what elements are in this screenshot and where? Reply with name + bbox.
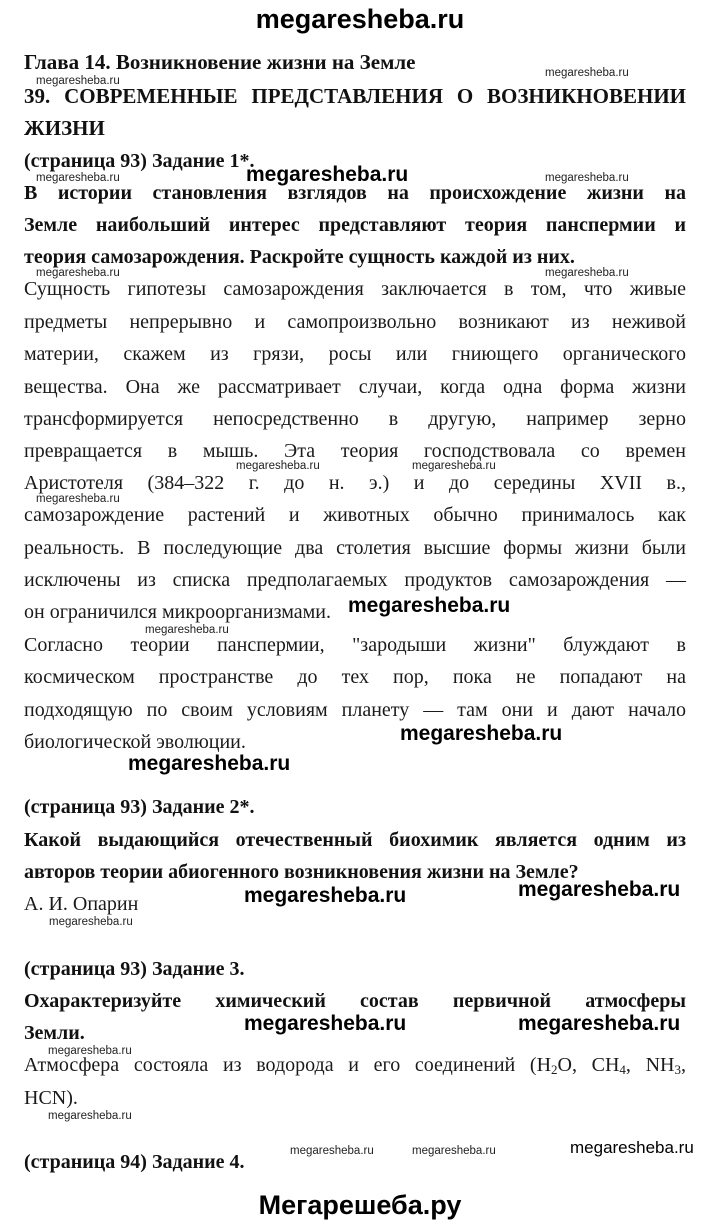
task-3-answer-text: Атмосфера состояла из водорода и его соединений (H	[24, 1054, 552, 1076]
task-1-answer-line: трансформируется непосредственно в другую, например зерно	[24, 408, 686, 430]
watermark: megaresheba.ru	[236, 460, 320, 472]
task-1-answer-line: исключены из списка предполагаемых продуктов самозарождения —	[24, 569, 686, 591]
task-3-answer-line-2: HCN).	[24, 1087, 78, 1109]
task-1-answer-line: космическом пространстве до тех пор, пока не попадают на	[24, 666, 686, 688]
watermark: megaresheba.ru	[545, 267, 629, 279]
task-3-question-line: Земли.	[24, 1022, 85, 1044]
task-1-answer-line: реальность. В последующие два столетия высшие формы жизни были	[24, 537, 686, 559]
watermark: megaresheba.ru	[49, 916, 133, 928]
task-1-answer-line: Аристотеля (384–322 г. до н. э.) и до середины XVII в.,	[24, 472, 686, 494]
task-1-answer-line: вещества. Она же рассматривает случаи, когда одна форма жизни	[24, 376, 686, 398]
watermark: megaresheba.ru	[36, 172, 120, 184]
watermark: megaresheba.ru	[412, 460, 496, 472]
task-2-question-line: авторов теории абиогенного возникновения жизни на Земле?	[24, 861, 579, 883]
task-1-question-line: теория самозарождения. Раскройте сущность каждой из них.	[24, 246, 575, 268]
task-1-answer-line: биологической эволюции.	[24, 731, 246, 753]
task-3-question-line: Охарактеризуйте химический состав первичной атмосферы	[24, 990, 686, 1012]
watermark-large: megaresheba.ru	[244, 1012, 407, 1035]
watermark: megaresheba.ru	[36, 267, 120, 279]
watermark: megaresheba.ru	[290, 1145, 374, 1157]
watermark: megaresheba.ru	[48, 1045, 132, 1057]
task-1-answer-line: он ограничился микроорганизмами.	[24, 601, 331, 623]
subscript: 2	[551, 1062, 558, 1077]
chapter-title: Глава 14. Возникновение жизни на Земле	[24, 50, 416, 74]
task-1-answer-line: самозарождение растений и животных обычно принималось как	[24, 504, 686, 526]
watermark: megaresheba.ru	[36, 493, 120, 505]
task-2-question-line: Какой выдающийся отечественный биохимик является одним из	[24, 829, 686, 851]
task-2-heading: (страница 93) Задание 2*.	[24, 796, 255, 818]
section-title-line2: ЖИЗНИ	[24, 116, 105, 140]
watermark-large: megaresheba.ru	[518, 878, 681, 901]
task-3-answer-line-1	[24, 1054, 686, 1077]
task-1-answer-line: Согласно теории панспермии, "зародыши жизни" блуждают в	[24, 634, 686, 656]
task-1-question-line: В истории становления взглядов на происхождение жизни на	[24, 182, 686, 204]
watermark: megaresheba.ru	[545, 172, 629, 184]
watermark: megaresheba.ru	[570, 1138, 694, 1157]
section-title-line1: 39. СОВРЕМЕННЫЕ ПРЕДСТАВЛЕНИЯ О ВОЗНИКНОВЕНИИ	[24, 84, 686, 108]
task-1-answer-line: подходящую по своим условиям планету — там они и дают начало	[24, 699, 686, 721]
task-1-answer-line: Сущность гипотезы самозарождения заключается в том, что живые	[24, 278, 686, 300]
task-1-question-line: Земле наибольший интерес представляют теория панспермии и	[24, 214, 686, 236]
watermark-large: megaresheba.ru	[348, 594, 511, 617]
task-4-heading: (страница 94) Задание 4.	[24, 1151, 245, 1173]
watermark-large: megaresheba.ru	[518, 1012, 681, 1035]
watermark-large: megaresheba.ru	[400, 722, 563, 745]
watermark: megaresheba.ru	[48, 1110, 132, 1122]
site-header: megaresheba.ru	[255, 4, 465, 34]
watermark: megaresheba.ru	[36, 75, 120, 87]
subscript: 3	[674, 1062, 681, 1077]
watermark-large: megaresheba.ru	[244, 884, 407, 907]
task-1-answer-line: предметы непрерывно и самопроизвольно возникают из неживой	[24, 311, 686, 333]
task-1-heading: (страница 93) Задание 1*.	[24, 150, 255, 172]
task-1-answer-line: материи, скажем из грязи, росы или гниющего органического	[24, 343, 686, 365]
watermark: megaresheba.ru	[412, 1145, 496, 1157]
task-3-answer-text: ,	[681, 1054, 686, 1076]
watermark: megaresheba.ru	[145, 624, 229, 636]
task-3-heading: (страница 93) Задание 3.	[24, 958, 245, 980]
watermark: megaresheba.ru	[545, 67, 629, 79]
watermark-large: megaresheba.ru	[246, 163, 409, 186]
task-3-answer-text: O, CH	[557, 1054, 620, 1076]
task-1-answer-line: превращается в мышь. Эта теория господствовала со времен	[24, 440, 686, 462]
site-footer: Мегарешеба.ру	[258, 1190, 462, 1220]
task-2-answer: А. И. Опарин	[24, 893, 139, 915]
task-3-answer-text: , NH	[625, 1054, 675, 1076]
watermark-large: megaresheba.ru	[128, 752, 291, 775]
subscript: 4	[619, 1062, 626, 1077]
